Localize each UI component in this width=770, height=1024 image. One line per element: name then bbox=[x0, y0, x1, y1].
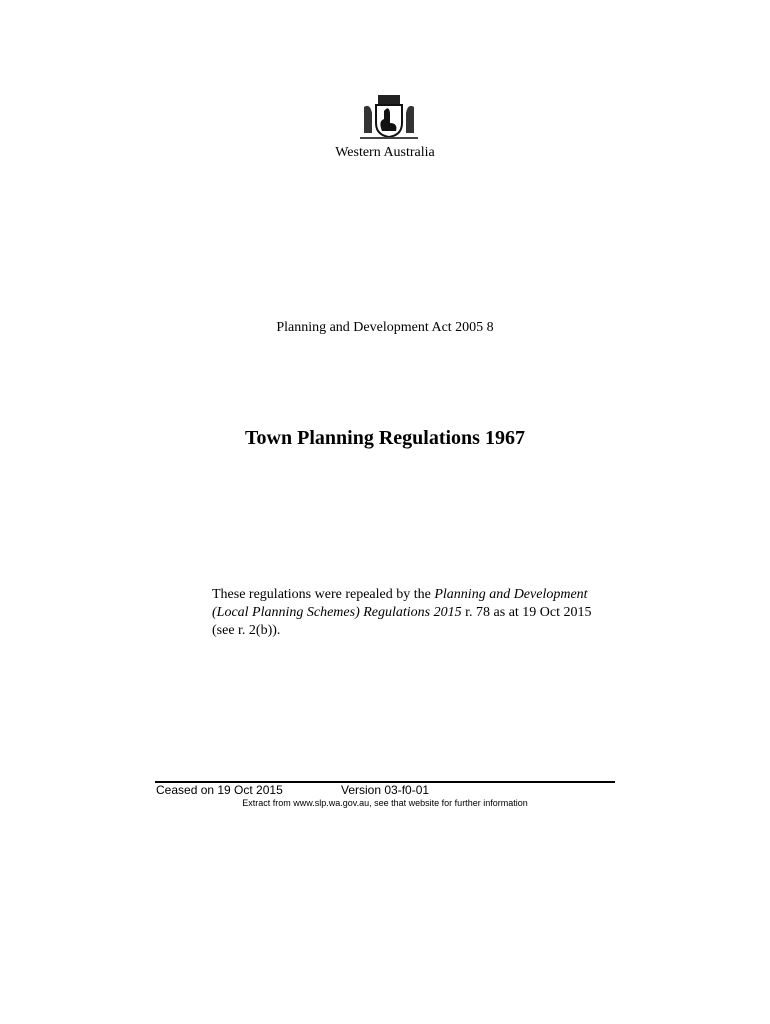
note-regulation-title: Planning and Development (Local Planning Schemes) Regulations 2015 bbox=[212, 587, 588, 620]
act-reference: Planning and Development Act 2005 8 bbox=[276, 320, 494, 335]
extract-notice: Extract from www.slp.wa.gov.au, see that website for further information bbox=[242, 798, 528, 808]
repeal-note bbox=[212, 586, 612, 640]
coat-of-arms-icon bbox=[358, 93, 420, 143]
note-text-end: r. 78 as at 19 Oct 2015 (see r. 2(b)). bbox=[212, 605, 592, 638]
jurisdiction-label: Western Australia bbox=[335, 145, 435, 160]
document-title: Town Planning Regulations 1967 bbox=[245, 427, 525, 449]
version-label: Version 03-f0-01 bbox=[341, 783, 430, 797]
note-text: These regulations were repealed by the bbox=[212, 587, 435, 602]
ceased-date: Ceased on 19 Oct 2015 bbox=[156, 783, 283, 797]
